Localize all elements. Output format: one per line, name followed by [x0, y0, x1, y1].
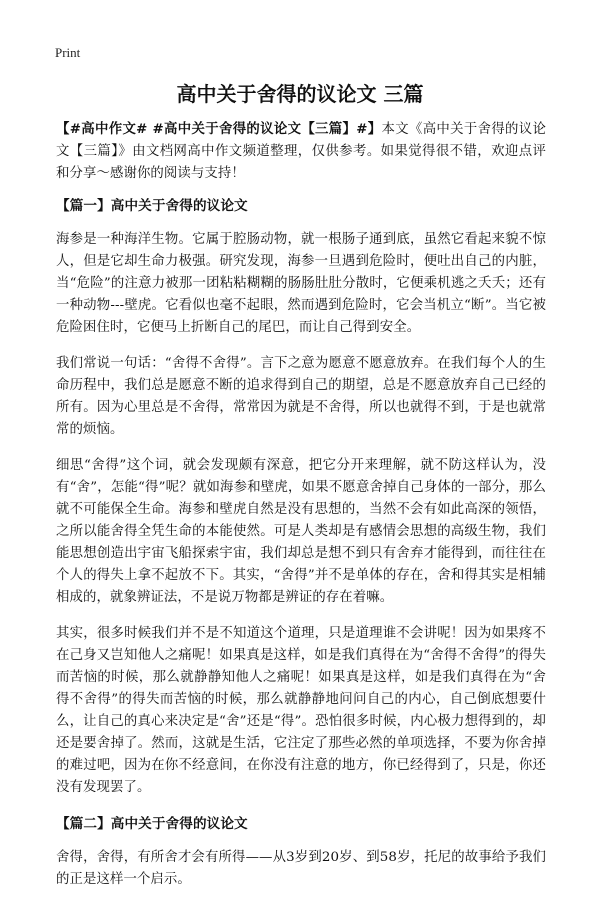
print-link[interactable]: Print [55, 45, 81, 60]
section-title: 高中关于舍得的议论文 [110, 816, 248, 832]
body-paragraph: 舍得，舍得，有所舍才会有所得——从3岁到20岁、到58岁，托尼的故事给予我们的正是这样一个启示。 [56, 850, 546, 887]
section-title: 高中关于舍得的议论文 [110, 198, 248, 214]
intro-paragraph [56, 118, 546, 185]
section-heading-1 [56, 195, 546, 217]
page-title: 高中关于舍得的议论文 三篇 [176, 82, 424, 106]
body-paragraph: 我们常说一句话：“舍得不舍得”。言下之意为愿意不愿意放弃。在我们每个人的生命历程中，我们总是愿意不断的追求得到自己的期望，总是不愿意放弃自己已经的所有。因为心里总是不舍得，常常因为就是不舍得，所以也就得不到，于是也就常常的烦恼。 [56, 356, 546, 437]
intro-tags: 【#高中作文# #高中关于舍得的议论文【三篇】#】 [56, 121, 382, 137]
section-marker: 【篇二】 [56, 816, 111, 832]
body-paragraph: 海参是一种海洋生物。它属于腔肠动物，就一根肠子通到底，虽然它看起来貌不惊人，但是它却生命力极强。研究发现，海参一旦遇到危险时，便吐出自己的内脏，当“危险”的注意力被那一团粘粘糊糊的肠肠肚肚分散时，它便乘机逃之夭夭；还有一种动物---壁虎。它看似也毫不起眼，然而遇到危险时，它会当机立“断”。当它被危险困住时，它便马上折断自己的尾巴，而让自己得到安全。 [56, 232, 546, 335]
body-paragraph: 其实，很多时候我们并不是不知道这个道理，只是道理谁不会讲呢！因为如果疼不在己身又岂知他人之痛呢！如果真是这样，如是我们真得在为“舍得不舍得”的得失而苦恼的时候，那么就静静知他人之痛呢！如果真是这样，如是我们真得在为“舍得不舍得”的得失而苦恼的时候，那么就静静地问问自己的内心，自己倒底想要什么，让自己的真心来决定是“舍”还是“得”。恐怕很多时候，内心极力想得到的，却还是要舍掉了。然而，这就是生活，它注定了那些必然的单项选择，不要为你舍掉的难过吧，因为在你不经意间，在你没有注意的地方，你已经得到了，只是，你还没有发现罢了。 [56, 626, 546, 795]
section-marker: 【篇一】 [56, 198, 111, 214]
body-paragraph: 细思“舍得”这个词，就会发现颇有深意，把它分开来理解，就不防这样认为，没有“舍”，怎能“得”呢？就如海参和壁虎，如果不愿意舍掉自己身体的一部分，那么就不可能保全生命。海参和壁虎自然是没有思想的，当然不会有如此高深的领悟，之所以能舍得全凭生命的本能使然。可是人类却是有感情会思想的高级生物，我们能思想创造出宇宙飞船探索宇宙，我们却总是想不到只有舍弃才能得到，而往往在个人的得失上拿不起放不下。其实，“舍得”并不是单体的存在，舍和得其实是相辅相成的，就象辨证法，不是说万物都是辨证的存在着嘛。 [56, 458, 546, 605]
article-body [56, 118, 546, 905]
intro-text: 本文《高中关于舍得的议论文【三篇】》由文档网高中作文频道整理，仅供参考。如果觉得很不错，欢迎点评和分享～感谢你的阅读与支持！ [56, 122, 546, 181]
section-heading-2 [56, 813, 546, 835]
